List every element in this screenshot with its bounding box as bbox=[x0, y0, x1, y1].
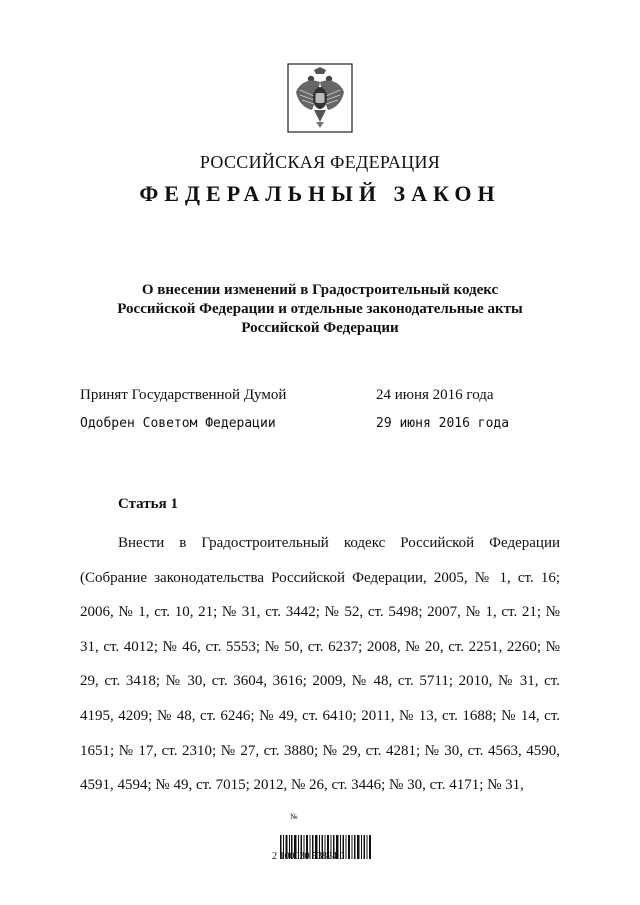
russian-coat-of-arms-icon bbox=[286, 62, 354, 134]
council-label: Одобрен Советом Федерации bbox=[80, 416, 276, 431]
law-title bbox=[0, 281, 640, 338]
article-heading: Статья 1 bbox=[118, 496, 178, 512]
duma-date: 24 июня 2016 года bbox=[376, 387, 494, 403]
document-type: ФЕДЕРАЛЬНЫЙ ЗАКОН bbox=[139, 181, 501, 206]
duma-label: Принят Государственной Думой bbox=[80, 387, 287, 403]
council-date: 29 июня 2016 года bbox=[376, 416, 510, 431]
article-body: Внести в Градостроительный кодекс Российской Федерации (Собрание законодательства Российской Федерации, 2005, № 1, ст. 16; 2006, № 1, ст. 10, 21; № 31, ст. 3442; № 52, ст. 5498; 2007, № 1, ст. 21; № 31, ст. 4012; № 46, ст. 5553; № 50, ст. 6237; 2008, № 20, ст. 2251, 2260; № 29, ст. 3418; № 30, ст. 3604, 3616; 2009, № 48, ст. 5711; 2010, № 31, ст. 4195, 4209; № 48, ст. 6246; № 49, ст. 6410; 2011, № 13, ст. 1688; № 14, ст. 1651; № 17, ст. 2310; № 27, ст. 3880; № 29, ст. 4281; № 30, ст. 4563, 4590, 4591, 4594; № 49, ст. 7015; 2012, № 26, ст. 3446; № 30, ст. 4171; № 31, bbox=[80, 535, 560, 794]
law-title-line: О внесении изменений в Градостроительный кодекс bbox=[141, 282, 499, 298]
barcode-label: № bbox=[290, 812, 298, 821]
law-title-line: Российской Федерации и отдельные законодательные акты bbox=[117, 301, 523, 317]
country-name: РОССИЙСКАЯ ФЕДЕРАЦИЯ bbox=[199, 152, 441, 172]
barcode-number: 2 100030 53824 0 bbox=[272, 851, 345, 862]
law-title-line: Российской Федерации bbox=[241, 320, 399, 336]
